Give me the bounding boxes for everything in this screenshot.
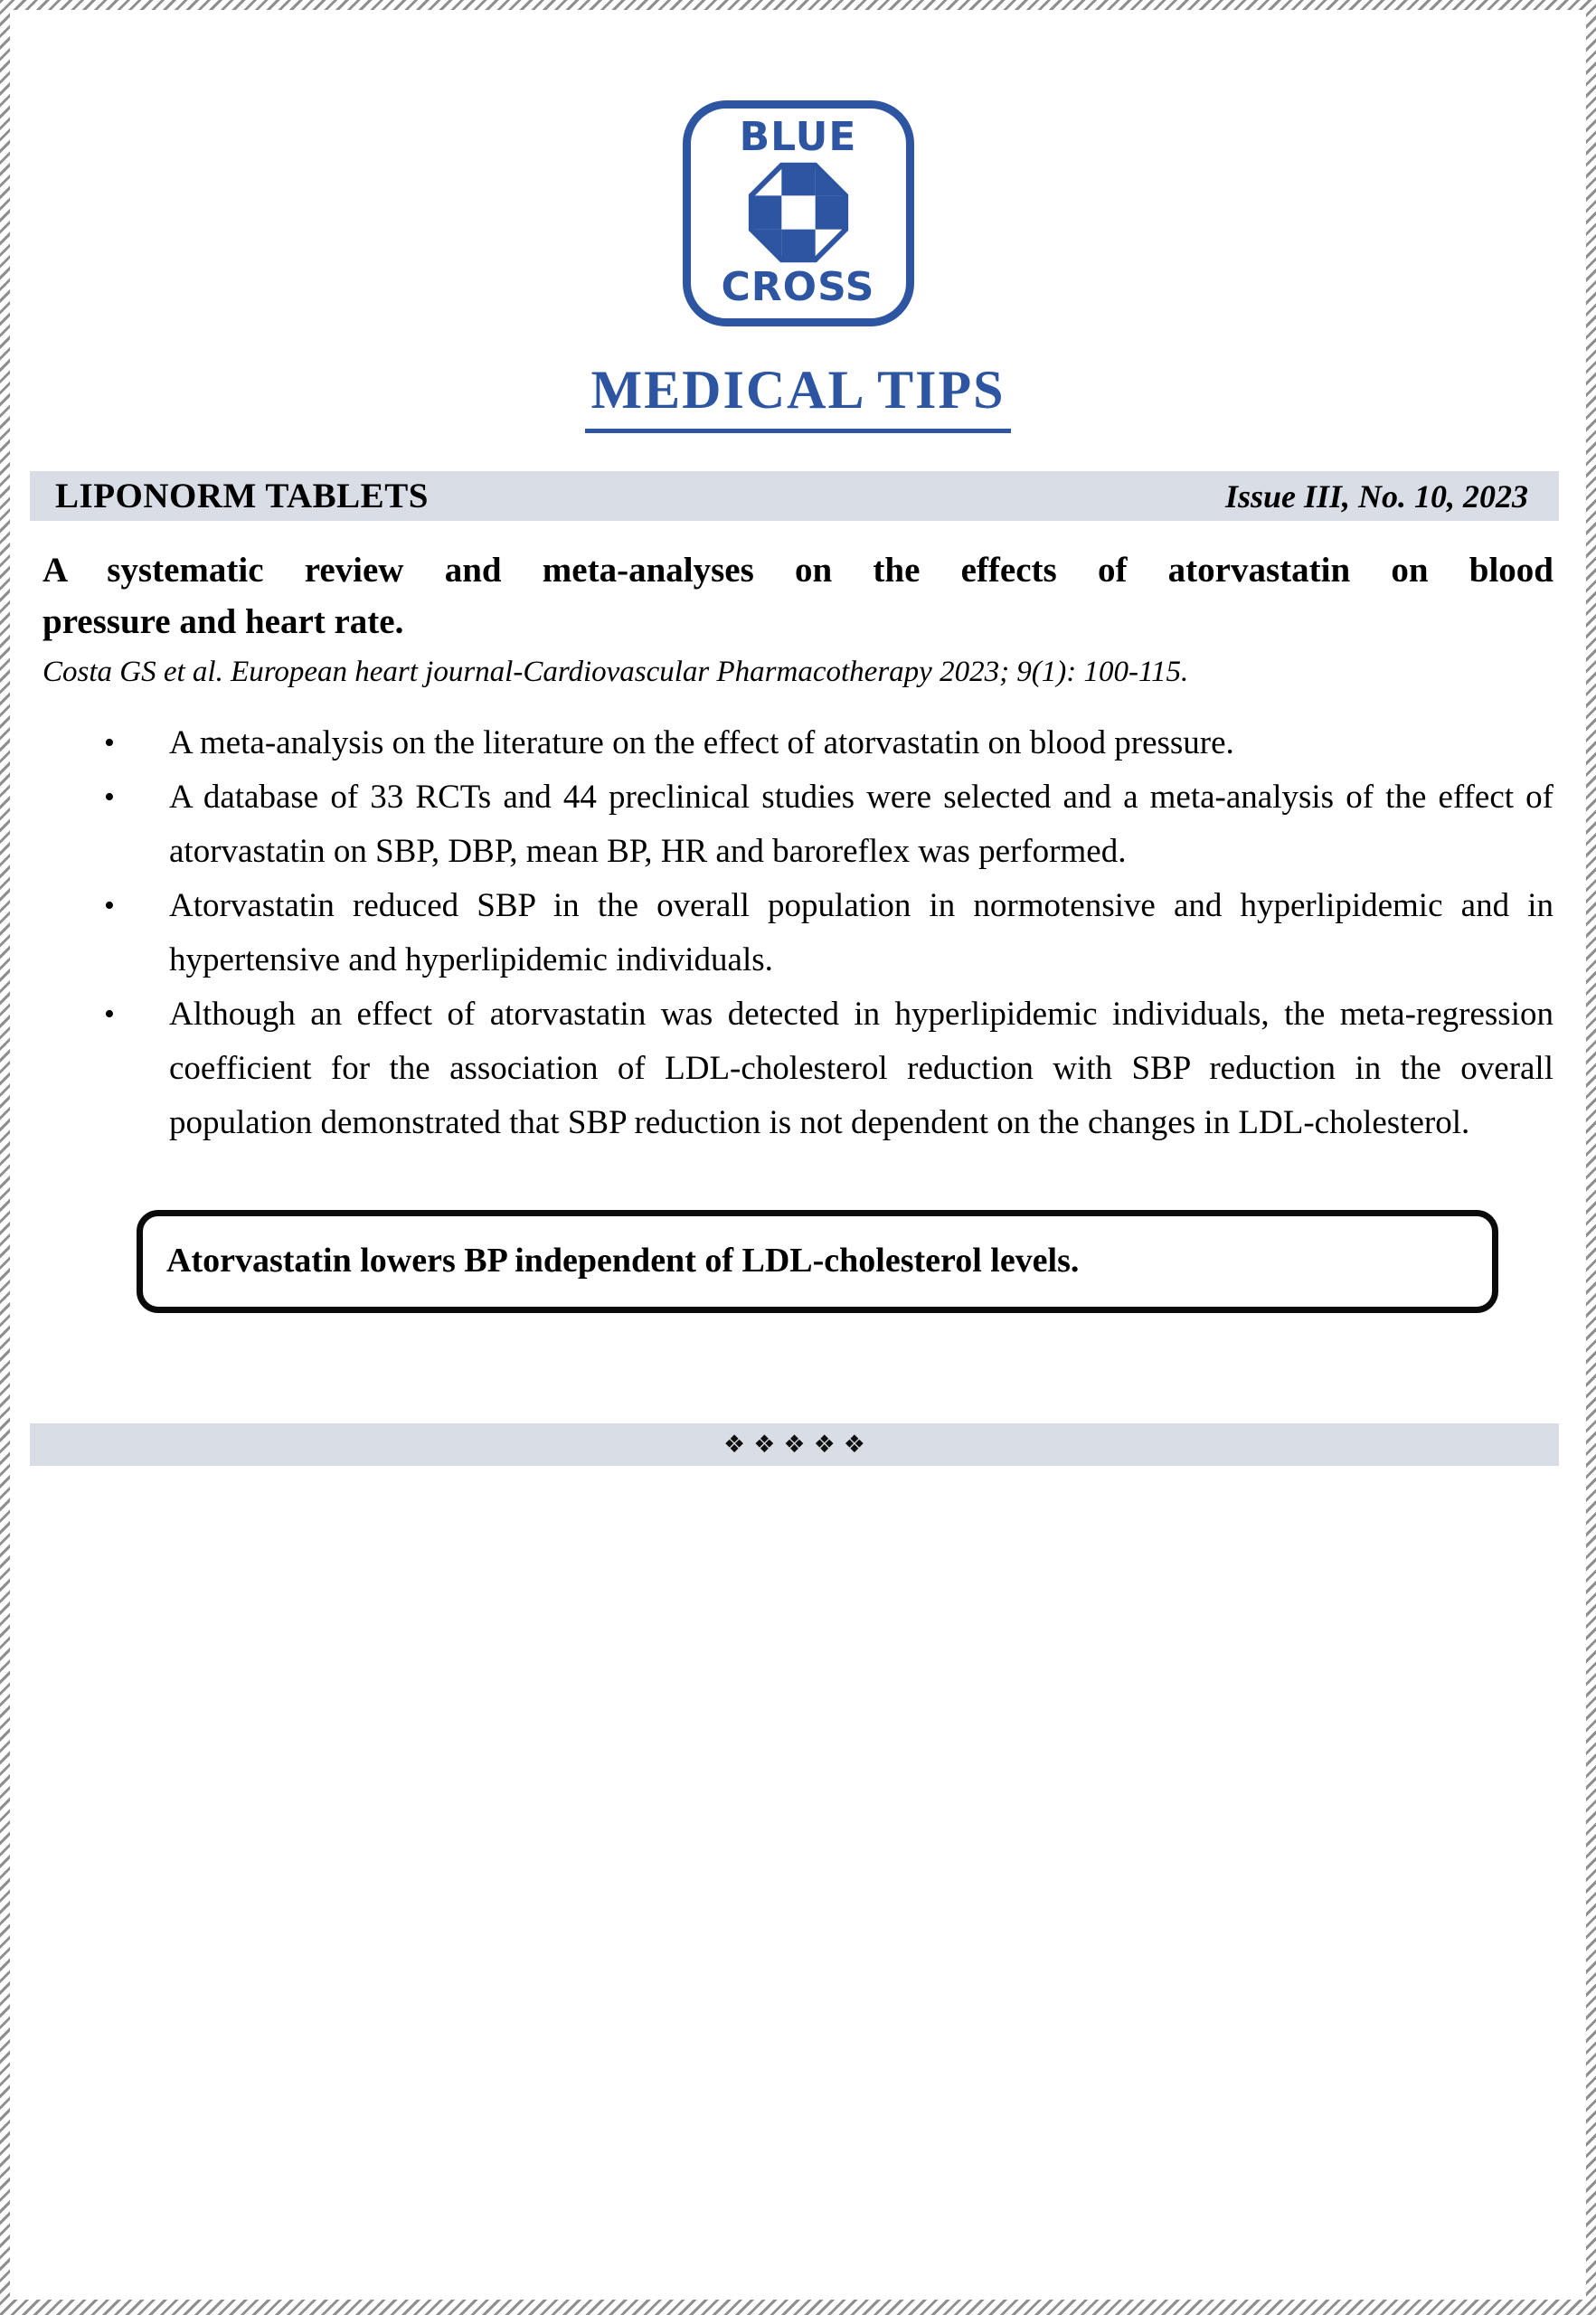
bullet-marker: • [104,889,115,922]
product-name: LIPONORM TABLETS [55,477,429,515]
summary-bullet-list [42,716,1554,1150]
heading-line-1: A systematic review and meta-analyses on the effects of atorvastatin on blood [42,551,1554,590]
bullet-text: A database of 33 RCTs and 44 preclinical studies were selected and a meta-analysis of the effect of atorvastatin on SBP, DBP, mean BP, HR and baroreflex was performed. [169,779,1554,870]
article-body [10,544,1586,1313]
article-heading [42,544,1554,647]
bullet-text: Although an effect of atorvastatin was detected in hyperlipidemic individuals, the meta-regression coefficient for the association of LDL-cholesterol reduction with SBP reduction in the overall population demonstrated that SBP reduction is not dependent on the changes in LDL-cholesterol. [169,996,1554,1141]
bullet-item [42,716,1554,770]
checkered-cross-icon [748,162,849,263]
newsletter-title: MEDICAL TIPS [585,359,1010,433]
bullet-marker: • [104,726,115,760]
key-message-box [137,1210,1498,1313]
logo-word-cross: CROSS [721,264,875,310]
blue-cross-logo [683,100,914,326]
diamond-divider-glyphs: ❖❖❖❖❖ [722,1431,874,1459]
key-message-text: Atorvastatin lowers BP independent of LDL-cholesterol levels. [166,1242,1080,1280]
issue-number: Issue III, No. 10, 2023 [1224,477,1528,515]
article-citation: Costa GS et al. European heart journal-Cardiovascular Pharmacotherapy 2023; 9(1): 100-115. [42,656,1189,688]
bullet-item [42,987,1554,1150]
issue-header-bar [30,471,1559,521]
logo-word-blue: BLUE [739,114,857,160]
section-divider-bar [30,1423,1559,1466]
bullet-marker: • [104,780,115,814]
heading-line-2: pressure and heart rate. [42,602,404,641]
bullet-item [42,770,1554,879]
bullet-marker: • [104,997,115,1031]
masthead [10,10,1586,433]
newsletter-page [10,10,1586,2300]
bullet-item [42,879,1554,987]
bullet-text: A meta-analysis on the literature on the effect of atorvastatin on blood pressure. [169,724,1234,761]
bullet-text: Atorvastatin reduced SBP in the overall population in normotensive and hyperlipidemic and in hypertensive and hyperlipidemic individuals. [169,887,1554,978]
